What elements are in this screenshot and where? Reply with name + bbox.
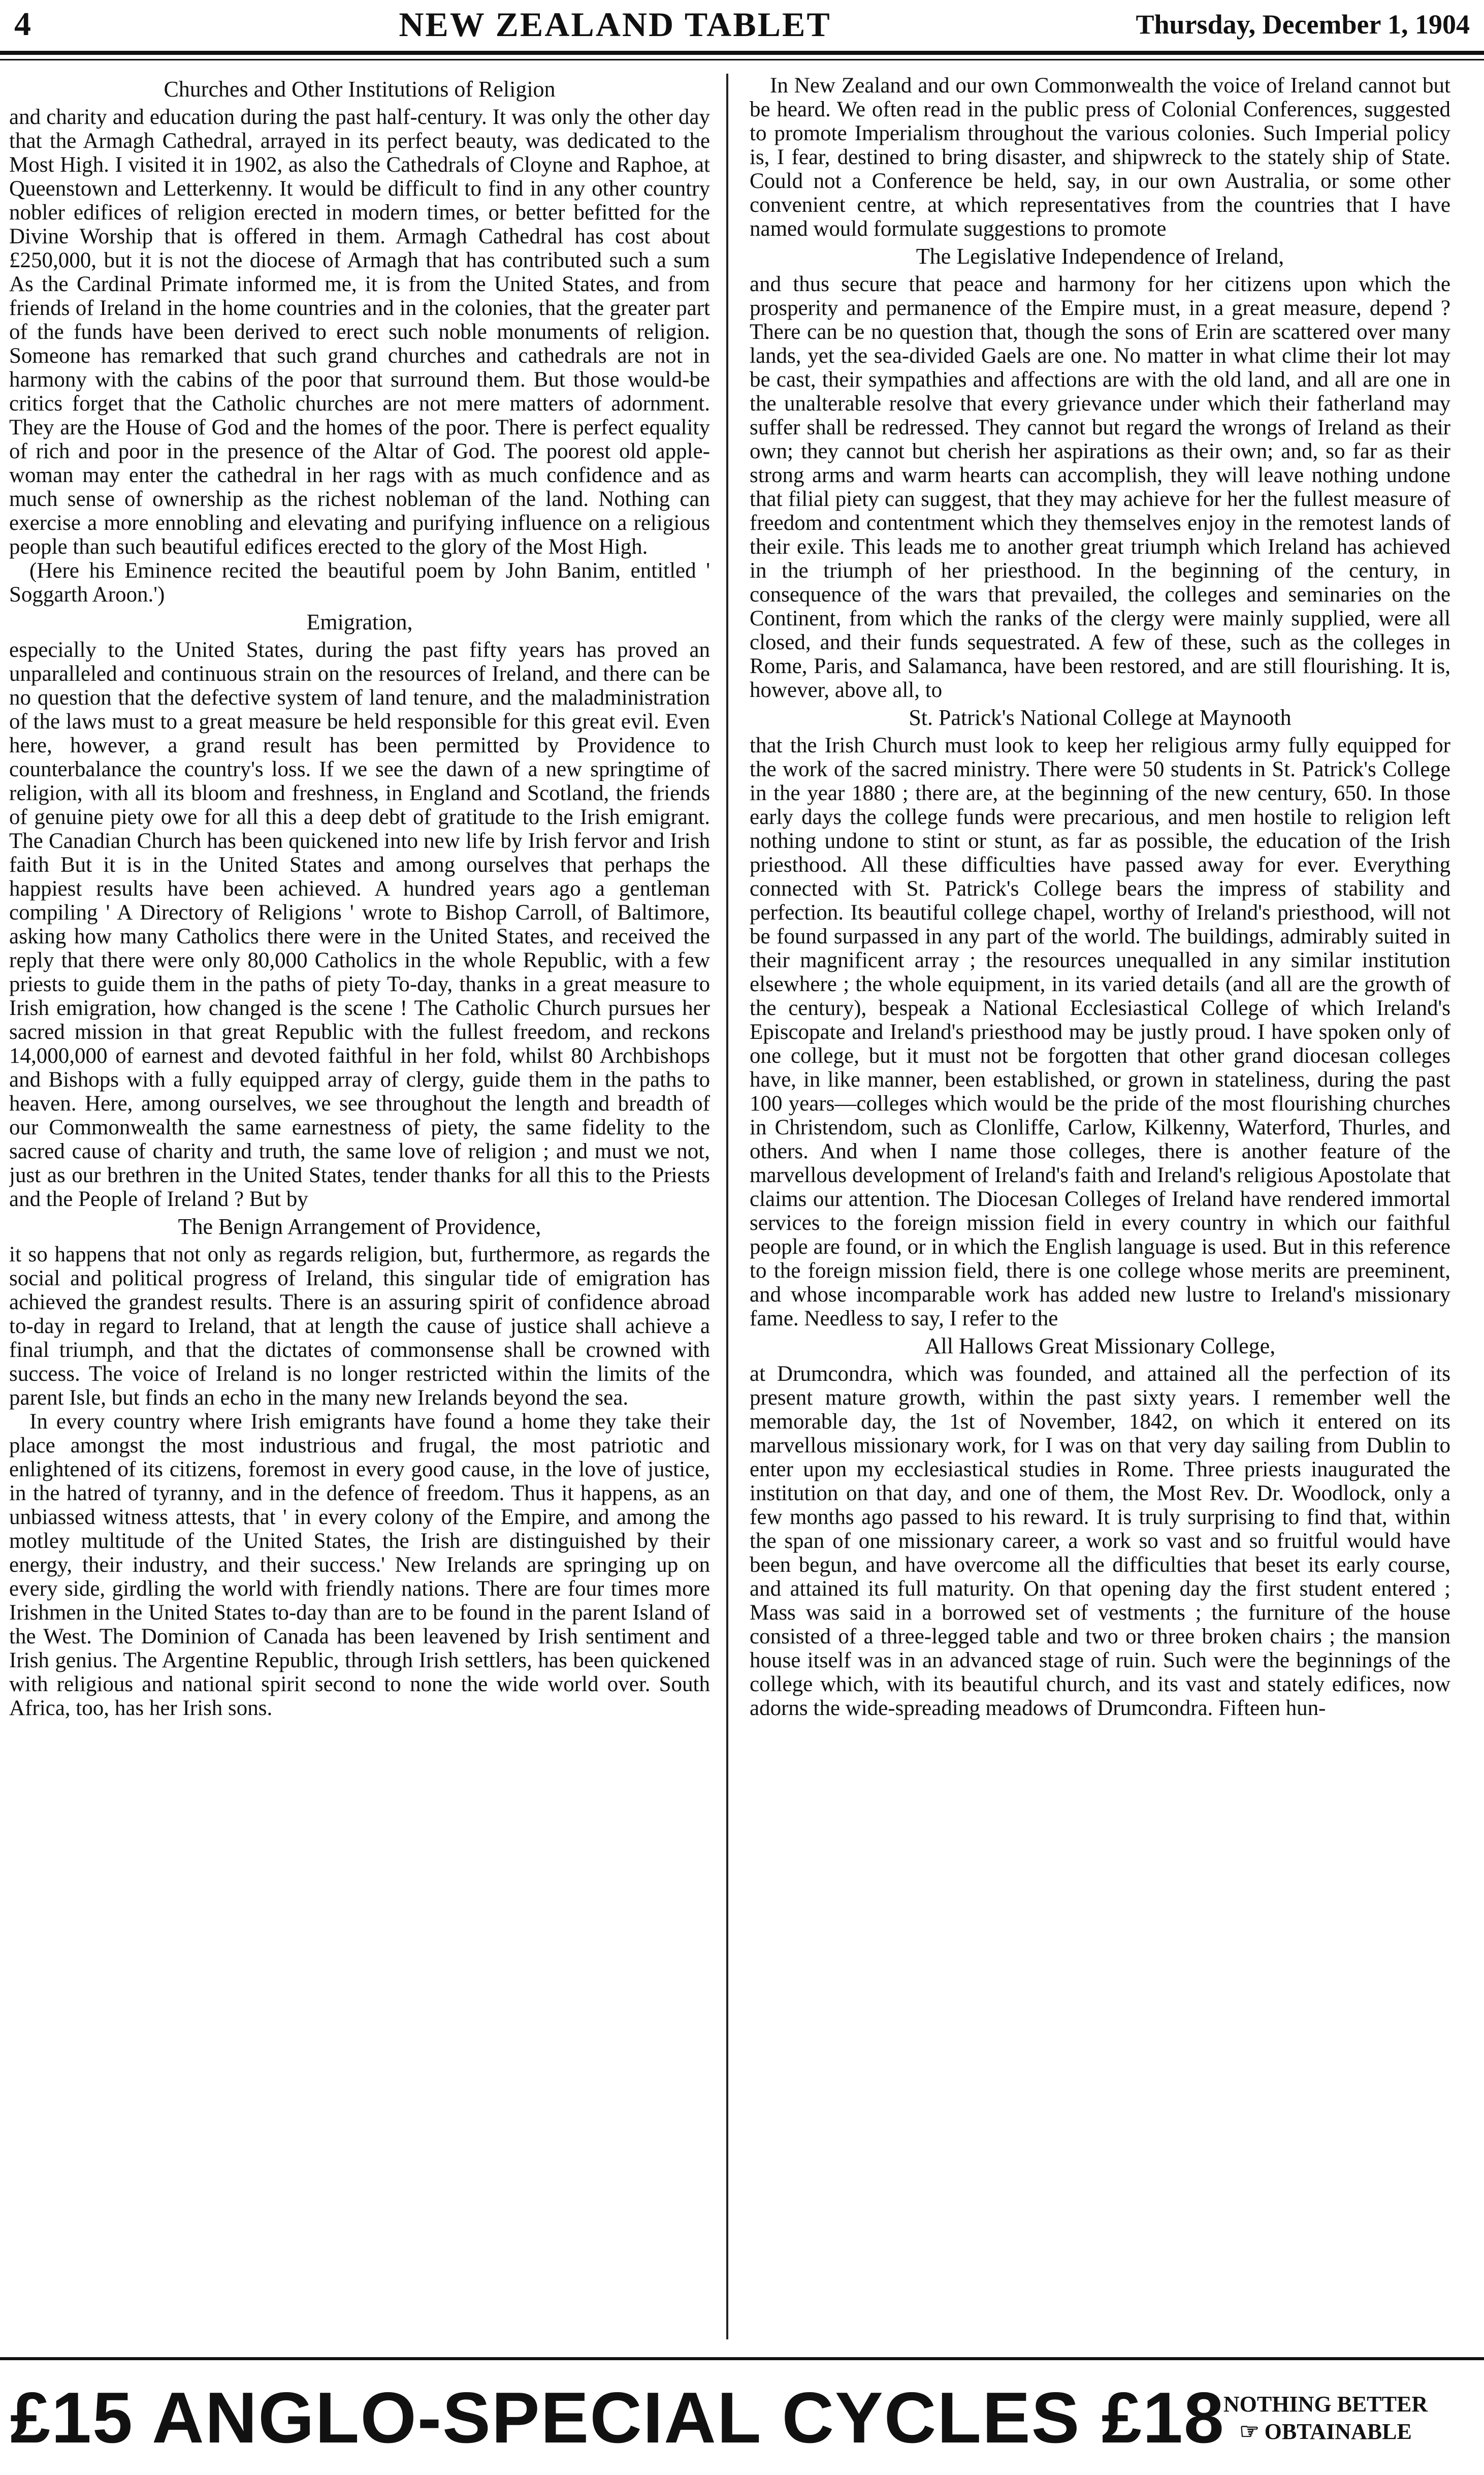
right-column xyxy=(750,74,1450,2344)
header-rule-thin xyxy=(0,59,1484,60)
section-heading: Emigration, xyxy=(306,610,413,634)
article-paragraph: (Here his Eminence recited the beautiful poem by John Banim, entitled ' Soggarth Aroon.') xyxy=(9,559,710,607)
cycles-advertisement xyxy=(10,2367,1473,2469)
article-paragraph: especially to the United States, during the past fifty years has proved an unparalleled and continuous strain on the resources of Ireland, and there can be no question that the defective system of land tenure, and the maladministration of the laws must to a great measure be held responsible for this great evil. Even here, however, a grand result has been permitted by Providence to counterbalance the country's loss. If we see the dawn of a new springtime of religion, with all its bloom and freshness, in England and Scotland, the friends of genuine piety owe for all this a deep debt of gratitude to the Irish emigrant. The Canadian Church has been quickened into new life by Irish fervor and Irish faith But it is in the United States and among ourselves that perhaps the happiest results have been achieved. A hundred years ago a gentleman compiling ' A Directory of Religions ' wrote to Bishop Carroll, of Baltimore, asking how many Catholics there were in the United States, and received the reply that there were only 80,000 Catholics in the whole Republic, with a few priests to guide them in the paths of piety To-day, thanks in a great measure to Irish emigration, how changed is the scene ! The Catholic Church pursues her sacred mission in that great Republic with the fullest freedom, and reckons 14,000,000 of earnest and devoted faithful in her fold, whilst 80 Archbishops and Bishops with a fully equipped array of clergy, guide them in the paths to heaven. Here, among ourselves, we see throughout the length and breadth of our Commonwealth the same earnestness of piety, the same fidelity to the sacred cause of charity and truth, the same love of religion ; and must we not, just as our brethren in the United States, tender thanks for all this to the Priests and the People of Ireland ? But by xyxy=(9,638,710,1211)
section-heading: All Hallows Great Missionary College, xyxy=(924,1334,1276,1358)
header-rule-thick xyxy=(0,51,1484,55)
section-heading: Churches and Other Institutions of Religion xyxy=(164,77,556,102)
tagline-line-1: NOTHING BETTER xyxy=(1223,2392,1428,2417)
footer-rule xyxy=(0,2357,1484,2360)
column-divider xyxy=(726,74,728,2339)
section-heading: St. Patrick's National College at Maynooth xyxy=(909,705,1292,730)
article-paragraph: In New Zealand and our own Commonwealth the voice of Ireland cannot but be heard. We often read in the public press of Colonial Conferences, suggested to promote Imperialism throughout the various colonies. Such Imperial policy is, I fear, destined to bring disaster, and shipwreck to the stately ship of State. Could not a Conference be held, say, in our own Australia, or some other convenient centre, at which representatives from the countries that I have named would formulate suggestions to promote xyxy=(750,74,1450,241)
advertisement-tagline xyxy=(1188,2391,1463,2446)
advertisement-headline: £15 ANGLO-SPECIAL CYCLES £18 xyxy=(10,2377,1225,2458)
article-paragraph: and thus secure that peace and harmony for her citizens upon which the prosperity and permanence of the Empire must, in a great measure, depend ? There can be no question that, though the sons of Erin are scattered over many lands, yet the sea-divided Gaels are one. No matter in what clime their lot may be cast, their sympathies and affections are with the old land, and all are one in the unalterable resolve that every grievance under which their fatherland may suffer shall be redressed. They cannot but regard the wrongs of Ireland as their own; they cannot but cherish her aspirations as their own; and, so far as their strong arms and warm hearts can accomplish, they will leave nothing undone that filial piety can suggest, that they may achieve for her the fullest measure of freedom and contentment which they themselves enjoy in the remotest lands of their exile. This leads me to another great triumph which Ireland has achieved in the triumph of her priesthood. In the beginning of the century, in consequence of the wars that prevailed, the colleges and seminaries on the Continent, from which the ranks of the clergy were mainly supplied, were all closed, and their funds sequestrated. A few of these, such as the colleges in Rome, Paris, and Salamanca, have been restored, and are still flourishing. It is, however, above all, to xyxy=(750,272,1450,702)
tagline-line-2 xyxy=(1188,2418,1463,2446)
pointing-hand-icon: ☞ xyxy=(1239,2419,1260,2444)
publication-title: NEW ZEALAND TABLET xyxy=(399,5,831,44)
section-heading: The Legislative Independence of Ireland, xyxy=(916,244,1284,269)
article-paragraph: In every country where Irish emigrants have found a home they take their place amongst the most industrious and frugal, the most patriotic and enlightened of its citizens, foremost in every good cause, in the love of justice, in the hatred of tyranny, and in the defence of freedom. Thus it happens, as an unbiassed witness attests, that ' in every colony of the Empire, and among the motley multitude of the United States, the Irish are distinguished by their energy, their industry, and their success.' New Irelands are springing up on every side, girdling the world with friendly nations. There are four times more Irishmen in the United States to-day than are to be found in the parent Island of the West. The Dominion of Canada has been leavened by Irish sentiment and Irish genius. The Argentine Republic, through Irish settlers, has been quickened with religious and national spirit second to none the wide world over. South Africa, too, has her Irish sons. xyxy=(9,1410,710,1720)
page-number: 4 xyxy=(14,6,31,43)
section-heading: The Benign Arrangement of Providence, xyxy=(178,1214,541,1239)
issue-date: Thursday, December 1, 1904 xyxy=(1136,9,1470,40)
article-paragraph: and charity and education during the past half-century. It was only the other day that the Armagh Cathedral, arrayed in its perfect beauty, was dedicated to the Most High. I visited it in 1902, as also the Cathedrals of Cloyne and Raphoe, at Queenstown and Letterkenny. It would be difficult to find in any other country nobler edifices of religion erected in modern times, or better befitted for the Divine Worship that is offered in them. Armagh Cathedral has cost about £250,000, but it is not the diocese of Armagh that has contributed such a sum As the Cardinal Primate informed me, it is from the United States, and from friends of Ireland in the home countries and in the colonies, that the greater part of the funds have been derived to erect such noble monuments of religion. Someone has remarked that such grand churches and cathedrals are not in harmony with the cabins of the poor that surround them. But those would-be critics forget that the Catholic churches are not mere matters of adornment. They are the House of God and the homes of the poor. There is perfect equality of rich and poor in the presence of the Altar of God. The poorest old apple-woman may enter the cathedral in her rags with as much confidence and as much sense of ownership as the richest nobleman of the land. Nothing can exercise a more ennobling and elevating and purifying influence on a religious people than such beautiful edifices erected to the glory of the Most High. xyxy=(9,105,710,559)
article-paragraph: that the Irish Church must look to keep her religious army fully equipped for the work of the sacred ministry. There were 50 students in St. Patrick's College in the year 1880 ; there are, at the beginning of the new century, 650. In those early days the college funds were precarious, and men hostile to religion left nothing undone to stint or stunt, as far as possible, the education of the Irish priesthood. All these difficulties have passed away for ever. Everything connected with St. Patrick's College bears the impress of stability and perfection. Its beautiful college chapel, worthy of Ireland's priesthood, will not be found surpassed in any part of the world. The buildings, admirably suited in their magnificent array ; the resources unequalled in any similar institution elsewhere ; the whole equipment, in its varied details (and all are the growth of the century), bespeak a National Ecclesiastical College of which Ireland's Episcopate and Ireland's priesthood may be justly proud. I have spoken only of one college, but it must not be forgotten that other grand diocesan colleges have, in like manner, been established, or grown in stateliness, during the past 100 years—colleges which would be the pride of the most flourishing churches in Christendom, such as Clonliffe, Carlow, Kilkenny, Waterford, Thurles, and others. And when I name those colleges, there is another feature of the marvellous development of Ireland's faith and Ireland's religious Apostolate that claims our attention. The Diocesan Colleges of Ireland have rendered immortal services to the foreign mission field in every country in which our faithful people are found, or in which the English language is used. But in this reference to the foreign mission field, there is one college whose merits are preeminent, and whose incomparable work has added new lustre to Ireland's missionary fame. Needless to say, I refer to the xyxy=(750,734,1450,1330)
article-paragraph: it so happens that not only as regards religion, but, furthermore, as regards the social and political progress of Ireland, this singular tide of emigration has achieved the grandest results. There is an assuring spirit of confidence abroad to-day in regard to Ireland, that at length the cause of justice shall achieve a final triumph, and that the dictates of commonsense shall be crowned with success. The voice of Ireland is no longer restricted within the limits of the parent Isle, but finds an echo in the many new Irelands beyond the sea. xyxy=(9,1243,710,1410)
left-column xyxy=(9,74,710,2344)
tagline-line-2-text: OBTAINABLE xyxy=(1264,2419,1412,2444)
article-paragraph: at Drumcondra, which was founded, and attained all the perfection of its present mature growth, within the past sixty years. I remember well the memorable day, the 1st of November, 1842, on which it entered on its marvellous missionary work, for I was on that very day sailing from Dublin to enter upon my ecclesiastical studies in Rome. Three priests inaugurated the institution on that day, and one of them, the Most Rev. Dr. Woodlock, only a few months ago passed to his reward. It is truly surprising to find that, within the span of one missionary career, a work so vast and so fruitful would have been begun, and have overcome all the difficulties that beset its early course, and attained its full maturity. On that opening day the first student entered ; Mass was said in a borrowed set of vestments ; the furniture of the house consisted of a three-legged table and two or three broken chairs ; the mansion house itself was in an advanced stage of ruin. Such were the beginnings of the college which, with its beautiful church, and its vast and stately edifices, now adorns the wide-spreading meadows of Drumcondra. Fifteen hun- xyxy=(750,1362,1450,1720)
masthead-bar xyxy=(14,0,1470,49)
